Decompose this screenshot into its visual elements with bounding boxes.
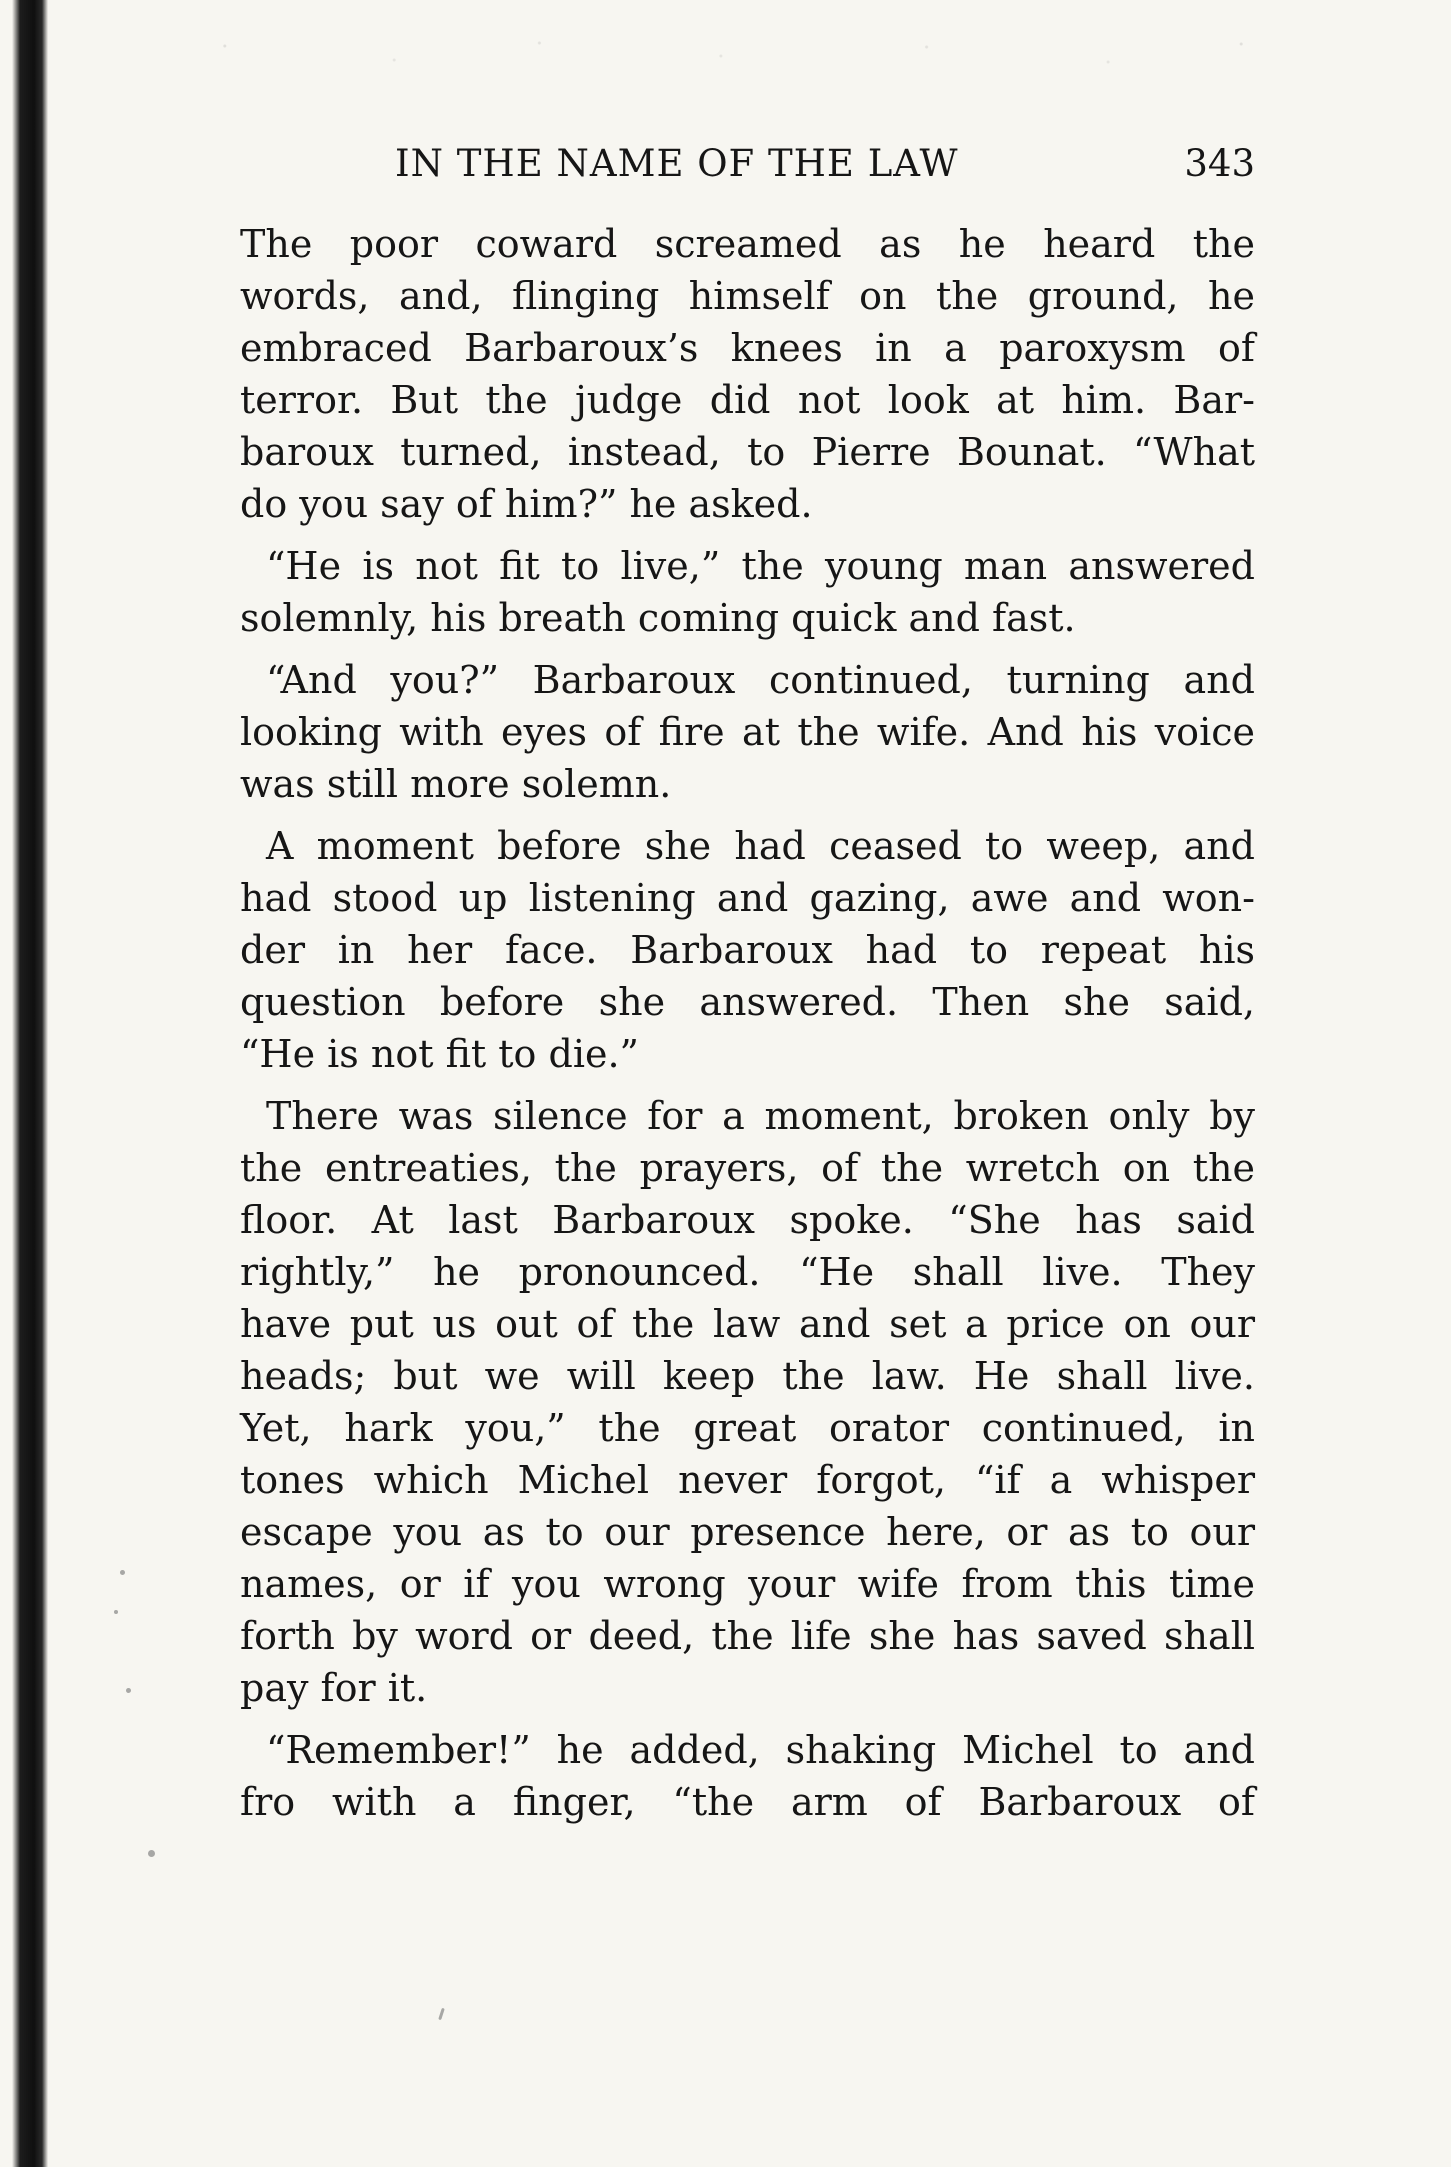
running-header bbox=[395, 142, 1255, 190]
text-line: der in her face. Barbaroux had to repeat his bbox=[240, 928, 1255, 972]
text-line: terror. But the judge did not look at him. Bar- bbox=[240, 378, 1255, 422]
book-binding-edge bbox=[0, 0, 48, 2167]
text-line: The poor coward screamed as he heard the bbox=[240, 222, 1255, 266]
text-line: tones which Michel never forgot, “if a whisper bbox=[240, 1458, 1255, 1502]
paper-speckles bbox=[128, 28, 1338, 128]
text-line: fro with a finger, “the arm of Barbaroux of bbox=[240, 1780, 1255, 1824]
text-line: the entreaties, the prayers, of the wretch on the bbox=[240, 1146, 1255, 1190]
text-line: escape you as to our presence here, or as to our bbox=[240, 1510, 1255, 1554]
text-line: A moment before she had ceased to weep, and bbox=[266, 824, 1255, 868]
margin-speck bbox=[114, 1610, 118, 1614]
body-text bbox=[240, 220, 1255, 1840]
text-line: floor. At last Barbaroux spoke. “She has said bbox=[240, 1198, 1255, 1242]
margin-speck bbox=[120, 1570, 125, 1575]
text-line: names, or if you wrong your wife from this time bbox=[240, 1562, 1255, 1606]
text-line: Yet, hark you,” the great orator continued, in bbox=[240, 1406, 1255, 1450]
text-line: pay for it. bbox=[240, 1666, 428, 1710]
text-line: baroux turned, instead, to Pierre Bounat. “What bbox=[240, 430, 1255, 474]
margin-speck bbox=[148, 1850, 155, 1857]
text-line: rightly,” he pronounced. “He shall live. They bbox=[240, 1250, 1255, 1294]
margin-speck bbox=[126, 1688, 131, 1693]
text-line: do you say of him?” he asked. bbox=[240, 482, 813, 526]
margin-speck bbox=[438, 2008, 445, 2020]
page-number: 343 bbox=[1184, 142, 1255, 185]
text-line: was still more solemn. bbox=[240, 762, 672, 806]
text-line: “He is not fit to live,” the young man answered bbox=[266, 544, 1255, 588]
text-line: “Remember!” he added, shaking Michel to and bbox=[266, 1728, 1255, 1772]
text-line: heads; but we will keep the law. He shall live. bbox=[240, 1354, 1255, 1398]
text-line: “He is not fit to die.” bbox=[240, 1032, 639, 1076]
running-title: IN THE NAME OF THE LAW bbox=[395, 142, 959, 185]
text-line: embraced Barbaroux’s knees in a paroxysm of bbox=[240, 326, 1255, 370]
text-line: looking with eyes of fire at the wife. And his voice bbox=[240, 710, 1255, 754]
text-line: had stood up listening and gazing, awe and won- bbox=[240, 876, 1255, 920]
text-line: There was silence for a moment, broken only by bbox=[266, 1094, 1255, 1138]
text-line: “And you?” Barbaroux continued, turning and bbox=[266, 658, 1255, 702]
text-line: forth by word or deed, the life she has saved shall bbox=[240, 1614, 1255, 1658]
text-line: solemnly, his breath coming quick and fast. bbox=[240, 596, 1076, 640]
text-line: words, and, flinging himself on the ground, he bbox=[240, 274, 1255, 318]
text-line: question before she answered. Then she said, bbox=[240, 980, 1255, 1024]
text-line: have put us out of the law and set a price on our bbox=[240, 1302, 1255, 1346]
